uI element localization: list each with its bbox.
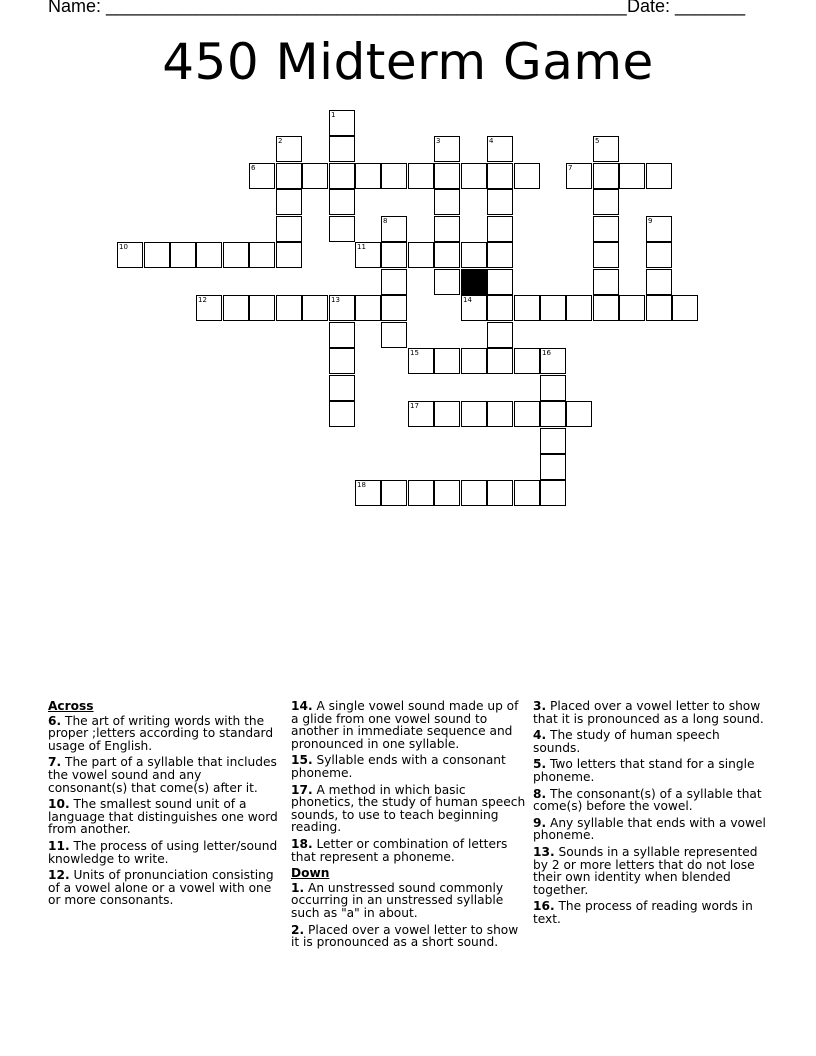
grid-cell[interactable] [461,348,487,374]
grid-cell[interactable] [487,189,513,215]
clue-number: 10 [119,243,128,251]
clue-item [291,784,527,834]
clue-text: The consonant(s) of a syllable that come(s) before the vowel. [533,786,762,814]
grid-cell[interactable] [487,216,513,242]
clue-text: Any syllable that ends with a vowel phoneme. [533,815,766,843]
grid-cell[interactable] [434,269,460,295]
grid-cell[interactable] [646,295,672,321]
grid-cell[interactable] [276,163,302,189]
grid-cell[interactable] [646,163,672,189]
clue-number-label: 11. [48,838,70,853]
grid-cell[interactable] [540,480,566,506]
grid-cell[interactable] [514,163,540,189]
clue-number-label: 10. [48,797,70,812]
grid-cell[interactable] [329,216,355,242]
clue-item [291,700,527,750]
clue-text: Placed over a vowel letter to show it is pronounced as a short sound. [291,922,519,950]
grid-cell[interactable] [329,375,355,401]
grid-cell[interactable] [487,163,513,189]
clue-text: Two letters that stand for a single phoneme. [533,757,755,784]
grid-cell[interactable] [223,242,249,268]
grid-cell[interactable] [381,295,407,321]
grid-cell[interactable] [646,269,672,295]
grid-cell[interactable] [381,163,407,189]
grid-cell[interactable] [514,348,540,374]
grid-cell[interactable] [540,401,566,427]
grid-cell[interactable] [329,322,355,348]
clue-number: 15 [410,349,419,357]
grid-cell[interactable] [434,348,460,374]
grid-cell[interactable] [487,348,513,374]
crossword-grid [0,0,816,520]
clue-number-label: 7. [48,755,62,770]
grid-cell[interactable] [434,242,460,268]
clue-text: The study of human speech sounds. [533,728,720,755]
page-title: 450 Midterm Game [162,33,654,91]
clue-number: 6 [251,164,256,172]
clue-text: An unstressed sound commonly occurring in an unstressed syllable such as "a" in about. [291,880,504,920]
grid-cell[interactable] [329,189,355,215]
grid-cell[interactable] [487,322,513,348]
grid-cell[interactable] [487,295,513,321]
grid-cell[interactable] [329,163,355,189]
black-cell [461,269,487,295]
grid-cell[interactable] [593,295,619,321]
clue-number-label: 8. [533,786,547,801]
clue-number: 4 [489,137,494,145]
grid-cell[interactable] [355,163,381,189]
clue-number-label: 17. [291,782,313,797]
date-line: Date: _______ [627,0,746,16]
clue-number-label: 18. [291,836,313,851]
grid-cell[interactable] [514,295,540,321]
clue-number-label: 13. [533,844,555,859]
grid-cell[interactable] [355,295,381,321]
grid-cell[interactable] [276,216,302,242]
clue-item [48,798,284,836]
clue-text: Placed over a vowel letter to show that it is pronounced as a long sound. [533,699,764,726]
clue-text: Letter or combination of letters that represent a phoneme. [291,836,508,864]
grid-cell[interactable] [593,242,619,268]
grid-cell[interactable] [593,189,619,215]
clue-number: 14 [463,296,472,304]
clue-text: Syllable ends with a consonant phoneme. [291,753,506,780]
grid-cell[interactable] [196,242,222,268]
grid-cell[interactable] [434,163,460,189]
clue-number: 11 [357,243,366,251]
grid-cell[interactable] [381,269,407,295]
across-heading: Across [48,699,94,713]
clue-text: The smallest sound unit of a language that distinguishes one word from another. [48,797,278,837]
clue-number: 13 [331,296,340,304]
grid-cell[interactable] [540,295,566,321]
clue-text: A method in which basic phonetics, the study of human speech sounds, to use to teach beginning reading. [291,782,526,835]
clue-number: 7 [568,164,573,172]
grid-cell[interactable] [487,269,513,295]
grid-cell[interactable] [408,480,434,506]
grid-cell[interactable] [619,163,645,189]
grid-cell[interactable] [434,401,460,427]
grid-cell[interactable] [276,189,302,215]
clue-item [533,788,769,813]
grid-cell[interactable] [434,216,460,242]
grid-cell[interactable] [381,242,407,268]
clue-item [533,729,769,754]
grid-cell[interactable] [566,401,592,427]
clue-item [48,840,284,865]
clue-number: 18 [357,481,366,489]
clue-number-label: 14. [291,699,313,713]
clue-number: 1 [331,111,336,119]
clue-item [533,846,769,896]
grid-cell[interactable] [487,242,513,268]
grid-cell[interactable] [672,295,698,321]
grid-cell[interactable] [276,295,302,321]
grid-cell[interactable] [619,295,645,321]
grid-cell[interactable] [329,136,355,162]
clue-item [291,838,527,863]
grid-cell[interactable] [408,242,434,268]
grid-cell[interactable] [170,242,196,268]
clue-text: The art of writing words with the proper ;letters according to standard usage of English. [48,713,274,753]
grid-cell[interactable] [540,454,566,480]
down-heading: Down [291,866,330,881]
clue-number-label: 15. [291,753,313,768]
clue-text: A single vowel sound made up of a glide from one vowel sound to another in immediate sequence and pronounced in one syllable. [291,699,519,751]
clue-number: 17 [410,402,419,410]
clue-item [48,756,284,794]
clue-text: Units of pronunciation consisting of a vowel alone or a vowel with one or more consonants. [48,868,274,908]
grid-cell[interactable] [514,480,540,506]
clue-number-label: 12. [48,868,70,883]
clue-number: 3 [436,137,441,145]
grid-cell[interactable] [223,295,249,321]
grid-cell[interactable] [381,480,407,506]
grid-cell[interactable] [302,163,328,189]
clue-item [533,900,769,925]
grid-cell[interactable] [461,480,487,506]
clue-item [48,869,284,907]
clue-number-label: 1. [291,880,305,895]
clue-item [533,700,769,725]
grid-cell[interactable] [514,401,540,427]
clue-number-label: 5. [533,757,547,772]
grid-cell[interactable] [566,295,592,321]
grid-cell[interactable] [434,189,460,215]
grid-cell[interactable] [540,375,566,401]
grid-cell[interactable] [144,242,170,268]
grid-cell[interactable] [593,216,619,242]
grid-cell[interactable] [593,269,619,295]
name-line: Name: ____________________________________________________ [48,0,627,16]
grid-cell[interactable] [408,163,434,189]
grid-cell[interactable] [593,163,619,189]
grid-cell[interactable] [487,480,513,506]
grid-cell[interactable] [487,401,513,427]
clue-item [291,882,527,920]
clue-number-label: 3. [533,699,547,713]
clues-column-2 [291,700,527,953]
clue-text: The process of reading words in text. [533,899,753,926]
clue-text: Sounds in a syllable represented by 2 or more letters that do not lose their own identity when blended together. [533,844,758,897]
grid-cell[interactable] [461,163,487,189]
clues-column-1 [48,700,284,911]
clue-item [533,758,769,783]
clue-number: 12 [198,296,207,304]
clue-item [533,817,769,842]
clue-item [291,924,527,949]
grid-cell[interactable] [249,295,275,321]
clue-number-label: 16. [533,899,555,914]
clue-number: 9 [648,217,653,225]
clue-text: The process of using letter/sound knowledge to write. [48,838,278,866]
grid-cell[interactable] [329,401,355,427]
grid-cell[interactable] [461,401,487,427]
grid-cell[interactable] [381,322,407,348]
clue-number-label: 4. [533,728,547,743]
clue-item [291,754,527,779]
clue-number-label: 9. [533,815,547,830]
clues-column-3 [533,700,769,930]
grid-cell[interactable] [434,480,460,506]
clue-number: 8 [383,217,388,225]
grid-cell[interactable] [276,242,302,268]
grid-cell[interactable] [540,428,566,454]
clue-number-label: 2. [291,922,305,937]
clue-number-label: 6. [48,713,62,728]
grid-cell[interactable] [646,242,672,268]
clue-item [48,715,284,753]
grid-cell[interactable] [302,295,328,321]
grid-cell[interactable] [249,242,275,268]
clue-text: The part of a syllable that includes the vowel sound and any consonant(s) that come(s) after it. [48,755,277,795]
grid-cell[interactable] [461,242,487,268]
clue-number: 5 [595,137,600,145]
clue-number: 16 [542,349,551,357]
grid-cell[interactable] [329,348,355,374]
clue-number: 2 [278,137,283,145]
